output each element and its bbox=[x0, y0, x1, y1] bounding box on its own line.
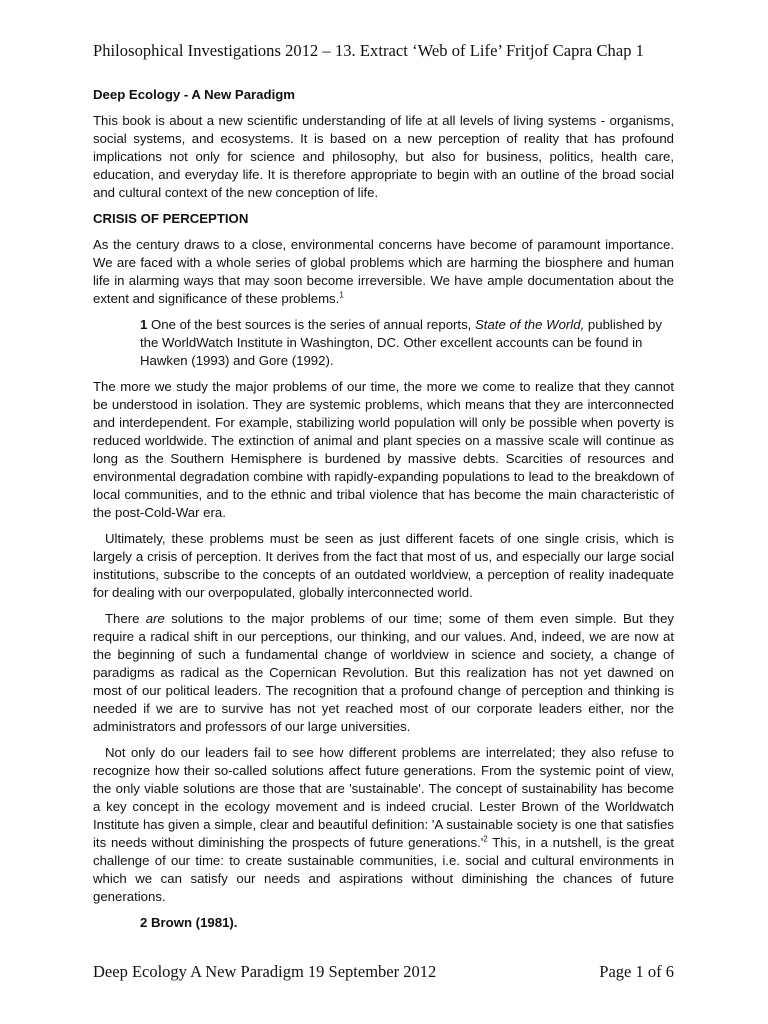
paragraph-sustainability bbox=[93, 744, 674, 906]
footnote-1 bbox=[140, 316, 674, 370]
footnote-marker-1: 1 bbox=[339, 290, 344, 300]
intro-paragraph: This book is about a new scientific understanding of life at all levels of living systems - organisms, social systems, and ecosystems. It is based on a new perception of reality that has profound implications not only for science and philosophy, but also for business, politics, health care, education, and everyday life. It is therefore appropriate to begin with an outline of the broad social and cultural context of the new conception of life. bbox=[93, 113, 674, 200]
para5-text-a: Not only do our leaders fail to see how different problems are interrelated; they also refuse to recognize how their so-called solutions affect future generations. From the systemic point of view, the only viable solutions are those that are 'sustainable'. The concept of sustainability has become a key concept in the ecology movement and is indeed crucial. Lester Brown of the Worldwatch Institute has given a simple, clear and beautiful definition: 'A sustainable society is one that satisfies its needs without diminishing the prospects of future generations.' bbox=[93, 745, 674, 850]
footnote-2-text: 2 Brown (1981). bbox=[140, 915, 238, 930]
footnote-1-italic: State of the World, bbox=[475, 317, 585, 332]
document-body bbox=[93, 86, 674, 940]
footer-left: Deep Ecology A New Paradigm 19 September 2012 bbox=[93, 962, 437, 981]
page-header: Philosophical Investigations 2012 – 13. Extract ‘Web of Life’ Fritjof Capra Chap 1 bbox=[93, 41, 644, 60]
footnote-1-number: 1 bbox=[140, 317, 148, 332]
crisis-paragraph bbox=[93, 236, 674, 308]
para4-italic: are bbox=[145, 611, 165, 626]
paragraph-solutions bbox=[93, 610, 674, 736]
footnote-2 bbox=[140, 914, 674, 932]
paragraph-perception: Ultimately, these problems must be seen as just different facets of one single crisis, which is largely a crisis of perception. It derives from the fact that most of us, and especially our large social institutions, subscribe to the concepts of an outdated worldview, a perception of reality inadequate for dealing with our overpopulated, globally interconnected world. bbox=[93, 531, 674, 600]
footnote-1-text-a: One of the best sources is the series of annual reports, bbox=[147, 317, 476, 332]
section-title: Deep Ecology - A New Paradigm bbox=[93, 87, 296, 102]
para4-start: There bbox=[105, 611, 146, 626]
para4-rest: solutions to the major problems of our time; some of them even simple. But they require a radical shift in our perceptions, our thinking, and our values. And, indeed, we are now at the beginning of such a fundamental change of worldview in science and society, a change of paradigms as radical as the Copernican Revolution. But this realization has not yet dawned on most of our political leaders. The recognition that a profound change of perception and thinking is needed if we are to survive has not yet reached most of our corporate leaders either, nor the administrators and professors of our large universities. bbox=[93, 611, 674, 734]
footnote-marker-2: 2 bbox=[483, 834, 488, 844]
crisis-heading: CRISIS OF PERCEPTION bbox=[93, 211, 249, 226]
crisis-text: As the century draws to a close, environmental concerns have become of paramount importance. We are faced with a whole series of global problems which are harming the biosphere and human life in alarming ways that may soon become irreversible. We have ample documentation about the extent and significance of these problems. bbox=[93, 237, 674, 306]
page-number: Page 1 of 6 bbox=[599, 962, 674, 981]
footnote-1-text-b: published by the WorldWatch Institute in Washington, DC. Other excellent accounts can be found in Hawken (1993) and Gore (1992). bbox=[140, 317, 662, 368]
paragraph-systemic: The more we study the major problems of our time, the more we come to realize that they cannot be understood in isolation. They are systemic problems, which means that they are interconnected and interdependent. For example, stabilizing world population will only be possible when poverty is reduced worldwide. The extinction of animal and plant species on a massive scale will continue as long as the Southern Hemisphere is burdened by massive debts. Scarcities of resources and environmental degradation combine with rapidly-expanding populations to lead to the breakdown of local communities, and to the ethnic and tribal violence that has become the main characteristic of the post-Cold-War era. bbox=[93, 379, 674, 520]
para5-text-b: This, in a nutshell, is the great challenge of our time: to create sustainable communities, i.e. social and cultural environments in which we can satisfy our needs and aspirations without diminishing the chances of future generations. bbox=[93, 835, 674, 904]
